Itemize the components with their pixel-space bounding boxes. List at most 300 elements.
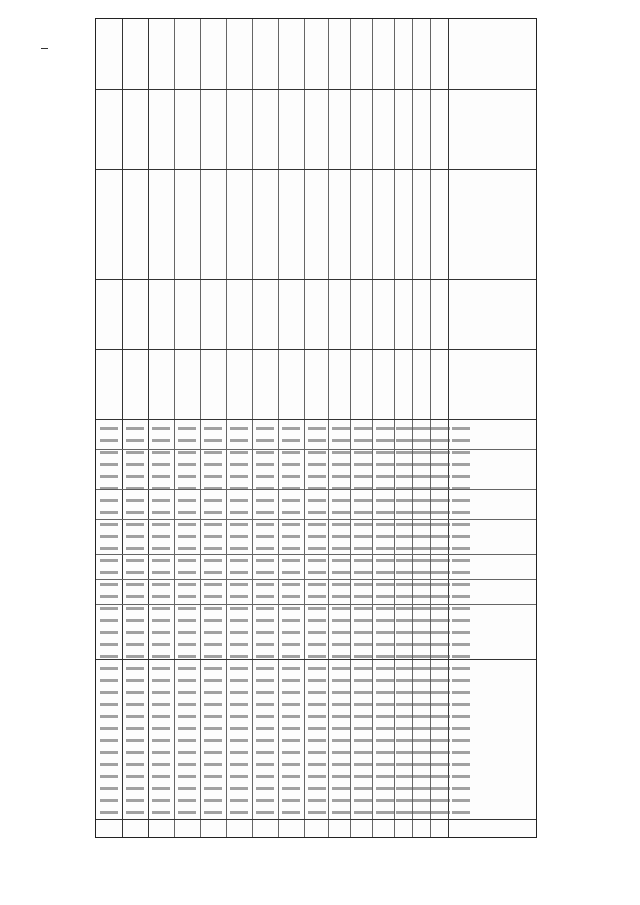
illegible-text-mark (396, 715, 414, 718)
illegible-text-mark (308, 703, 326, 706)
illegible-text-mark (308, 751, 326, 754)
illegible-text-mark (432, 619, 450, 622)
illegible-text-mark (376, 643, 394, 646)
table-col-divider (304, 19, 305, 837)
illegible-text-mark (452, 499, 470, 502)
illegible-text-mark (100, 607, 118, 610)
illegible-text-mark (452, 667, 470, 670)
illegible-text-mark (308, 715, 326, 718)
illegible-text-mark (354, 511, 372, 514)
illegible-text-mark (100, 499, 118, 502)
illegible-text-mark (432, 547, 450, 550)
illegible-text-mark (282, 655, 300, 658)
illegible-text-mark (282, 535, 300, 538)
illegible-text-mark (204, 535, 222, 538)
illegible-text-mark (204, 475, 222, 478)
illegible-text-mark (332, 559, 350, 562)
illegible-text-mark (178, 451, 196, 454)
illegible-text-mark (282, 667, 300, 670)
illegible-text-mark (100, 583, 118, 586)
illegible-text-mark (100, 439, 118, 442)
illegible-text-mark (230, 499, 248, 502)
illegible-text-mark (452, 775, 470, 778)
illegible-text-mark (354, 679, 372, 682)
illegible-text-mark (126, 583, 144, 586)
illegible-text-mark (354, 619, 372, 622)
illegible-text-mark (376, 451, 394, 454)
illegible-text-mark (396, 463, 414, 466)
illegible-text-mark (152, 655, 170, 658)
illegible-text-mark (354, 535, 372, 538)
illegible-text-mark (432, 571, 450, 574)
illegible-text-mark (376, 679, 394, 682)
illegible-text-mark (152, 595, 170, 598)
illegible-text-mark (152, 811, 170, 814)
illegible-text-mark (354, 631, 372, 634)
illegible-text-mark (204, 739, 222, 742)
illegible-text-mark (282, 799, 300, 802)
illegible-text-mark (204, 583, 222, 586)
illegible-text-mark (354, 487, 372, 490)
illegible-text-mark (396, 775, 414, 778)
table-row-divider (96, 279, 536, 280)
illegible-text-mark (396, 451, 414, 454)
illegible-text-mark (452, 691, 470, 694)
illegible-text-mark (230, 487, 248, 490)
illegible-text-mark (282, 691, 300, 694)
illegible-text-mark (100, 763, 118, 766)
illegible-text-mark (452, 427, 470, 430)
illegible-text-mark (332, 523, 350, 526)
illegible-text-mark (230, 739, 248, 742)
illegible-text-mark (308, 643, 326, 646)
illegible-text-mark (230, 607, 248, 610)
illegible-text-mark (396, 427, 414, 430)
illegible-text-mark (332, 703, 350, 706)
illegible-text-mark (152, 763, 170, 766)
illegible-text-mark (152, 523, 170, 526)
illegible-text-mark (282, 559, 300, 562)
illegible-text-mark (126, 667, 144, 670)
illegible-text-mark (396, 799, 414, 802)
illegible-text-mark (414, 463, 432, 466)
illegible-text-mark (396, 739, 414, 742)
illegible-text-mark (126, 427, 144, 430)
illegible-text-mark (414, 811, 432, 814)
illegible-text-mark (282, 679, 300, 682)
illegible-text-mark (126, 643, 144, 646)
illegible-text-mark (178, 763, 196, 766)
illegible-text-mark (178, 667, 196, 670)
illegible-text-mark (308, 691, 326, 694)
illegible-text-mark (126, 475, 144, 478)
illegible-text-mark (396, 583, 414, 586)
illegible-text-mark (282, 739, 300, 742)
illegible-text-mark (178, 787, 196, 790)
illegible-text-mark (204, 595, 222, 598)
illegible-text-mark (282, 607, 300, 610)
illegible-text-mark (204, 547, 222, 550)
illegible-text-mark (308, 463, 326, 466)
illegible-text-mark (396, 667, 414, 670)
illegible-text-mark (332, 775, 350, 778)
illegible-text-mark (376, 751, 394, 754)
illegible-text-mark (308, 727, 326, 730)
illegible-text-mark (152, 703, 170, 706)
illegible-text-mark (308, 655, 326, 658)
illegible-text-mark (152, 643, 170, 646)
illegible-text-mark (178, 643, 196, 646)
illegible-text-mark (152, 511, 170, 514)
illegible-text-mark (452, 643, 470, 646)
illegible-text-mark (100, 571, 118, 574)
illegible-text-mark (376, 715, 394, 718)
illegible-text-mark (396, 691, 414, 694)
illegible-text-mark (354, 787, 372, 790)
illegible-text-mark (256, 679, 274, 682)
illegible-text-mark (414, 703, 432, 706)
illegible-text-mark (376, 655, 394, 658)
illegible-text-mark (100, 679, 118, 682)
illegible-text-mark (282, 499, 300, 502)
illegible-text-mark (282, 727, 300, 730)
illegible-text-mark (230, 703, 248, 706)
illegible-text-mark (204, 619, 222, 622)
illegible-text-mark (126, 751, 144, 754)
table-row-divider (96, 659, 536, 660)
illegible-text-mark (452, 475, 470, 478)
illegible-text-mark (230, 547, 248, 550)
illegible-text-mark (204, 451, 222, 454)
illegible-text-mark (308, 535, 326, 538)
illegible-text-mark (452, 811, 470, 814)
illegible-text-mark (354, 583, 372, 586)
illegible-text-mark (414, 739, 432, 742)
illegible-text-mark (256, 511, 274, 514)
illegible-text-mark (432, 727, 450, 730)
illegible-text-mark (432, 559, 450, 562)
illegible-text-mark (414, 727, 432, 730)
table-col-divider (200, 19, 201, 837)
illegible-text-mark (376, 535, 394, 538)
illegible-text-mark (332, 547, 350, 550)
illegible-text-mark (178, 439, 196, 442)
illegible-text-mark (126, 487, 144, 490)
illegible-text-mark (452, 727, 470, 730)
table-col-divider (252, 19, 253, 837)
illegible-text-mark (452, 715, 470, 718)
illegible-text-mark (452, 463, 470, 466)
illegible-text-mark (452, 631, 470, 634)
illegible-text-mark (204, 787, 222, 790)
illegible-text-mark (452, 559, 470, 562)
illegible-text-mark (282, 487, 300, 490)
illegible-text-mark (432, 475, 450, 478)
illegible-text-mark (126, 499, 144, 502)
illegible-text-mark (178, 751, 196, 754)
illegible-text-mark (152, 475, 170, 478)
illegible-text-mark (376, 631, 394, 634)
illegible-text-mark (178, 583, 196, 586)
illegible-text-mark (332, 655, 350, 658)
illegible-text-mark (452, 679, 470, 682)
illegible-text-mark (100, 631, 118, 634)
illegible-text-mark (282, 523, 300, 526)
illegible-text-mark (452, 523, 470, 526)
illegible-text-mark (376, 739, 394, 742)
illegible-text-mark (256, 751, 274, 754)
illegible-text-mark (204, 523, 222, 526)
illegible-text-mark (308, 559, 326, 562)
illegible-text-mark (100, 511, 118, 514)
illegible-text-mark (256, 763, 274, 766)
illegible-text-mark (152, 499, 170, 502)
illegible-text-mark (230, 463, 248, 466)
illegible-text-mark (354, 799, 372, 802)
illegible-text-mark (178, 523, 196, 526)
illegible-text-mark (376, 691, 394, 694)
illegible-text-mark (432, 523, 450, 526)
illegible-text-mark (126, 739, 144, 742)
illegible-text-mark (308, 583, 326, 586)
illegible-text-mark (230, 595, 248, 598)
illegible-text-mark (308, 499, 326, 502)
table-row-divider (96, 579, 536, 580)
illegible-text-mark (414, 631, 432, 634)
illegible-text-mark (230, 763, 248, 766)
illegible-text-mark (432, 751, 450, 754)
illegible-text-mark (432, 763, 450, 766)
illegible-text-mark (126, 571, 144, 574)
illegible-text-mark (282, 775, 300, 778)
illegible-text-mark (100, 703, 118, 706)
illegible-text-mark (256, 655, 274, 658)
illegible-text-mark (230, 571, 248, 574)
table-row-divider (96, 819, 536, 820)
illegible-text-mark (204, 727, 222, 730)
illegible-text-mark (452, 595, 470, 598)
illegible-text-mark (332, 487, 350, 490)
illegible-text-mark (100, 799, 118, 802)
illegible-text-mark (230, 811, 248, 814)
illegible-text-mark (152, 631, 170, 634)
illegible-text-mark (126, 631, 144, 634)
illegible-text-mark (204, 463, 222, 466)
illegible-text-mark (414, 655, 432, 658)
illegible-text-mark (178, 463, 196, 466)
illegible-text-mark (126, 595, 144, 598)
illegible-text-mark (432, 595, 450, 598)
illegible-text-mark (452, 619, 470, 622)
table-row-divider (96, 554, 536, 555)
illegible-text-mark (414, 691, 432, 694)
illegible-text-mark (126, 775, 144, 778)
illegible-text-mark (178, 571, 196, 574)
illegible-text-mark (204, 655, 222, 658)
illegible-text-mark (396, 787, 414, 790)
illegible-text-mark (126, 799, 144, 802)
illegible-text-mark (376, 619, 394, 622)
illegible-text-mark (230, 511, 248, 514)
illegible-text-mark (432, 775, 450, 778)
illegible-text-mark (414, 451, 432, 454)
illegible-text-mark (152, 439, 170, 442)
illegible-text-mark (230, 475, 248, 478)
illegible-text-mark (452, 511, 470, 514)
illegible-text-mark (432, 427, 450, 430)
illegible-text-mark (126, 439, 144, 442)
illegible-text-mark (230, 619, 248, 622)
illegible-text-mark (152, 535, 170, 538)
table-row-divider (96, 519, 536, 520)
illegible-text-mark (126, 463, 144, 466)
illegible-text-mark (376, 523, 394, 526)
illegible-text-mark (376, 439, 394, 442)
table-col-divider (372, 19, 373, 837)
illegible-text-mark (152, 667, 170, 670)
illegible-text-mark (152, 739, 170, 742)
illegible-text-mark (432, 643, 450, 646)
illegible-text-mark (414, 763, 432, 766)
illegible-text-mark (332, 619, 350, 622)
table-row-divider (96, 604, 536, 605)
illegible-text-mark (204, 679, 222, 682)
illegible-text-mark (100, 811, 118, 814)
illegible-text-mark (376, 583, 394, 586)
illegible-text-mark (432, 787, 450, 790)
illegible-text-mark (230, 691, 248, 694)
illegible-text-mark (332, 451, 350, 454)
illegible-text-mark (100, 715, 118, 718)
table-col-divider (174, 19, 175, 837)
illegible-text-mark (308, 739, 326, 742)
illegible-text-mark (126, 559, 144, 562)
illegible-text-mark (354, 559, 372, 562)
illegible-text-mark (152, 463, 170, 466)
illegible-text-mark (332, 475, 350, 478)
illegible-text-mark (308, 571, 326, 574)
illegible-text-mark (376, 463, 394, 466)
illegible-text-mark (256, 703, 274, 706)
illegible-text-mark (256, 691, 274, 694)
illegible-text-mark (414, 475, 432, 478)
illegible-text-mark (100, 463, 118, 466)
table-row-divider (96, 349, 536, 350)
illegible-text-mark (230, 727, 248, 730)
illegible-text-mark (178, 715, 196, 718)
illegible-text-mark (308, 451, 326, 454)
illegible-text-mark (432, 667, 450, 670)
illegible-text-mark (204, 631, 222, 634)
illegible-text-mark (256, 607, 274, 610)
illegible-text-mark (332, 535, 350, 538)
illegible-text-mark (100, 535, 118, 538)
illegible-text-mark (100, 787, 118, 790)
illegible-text-mark (178, 679, 196, 682)
illegible-text-mark (332, 787, 350, 790)
illegible-text-mark (256, 643, 274, 646)
illegible-text-mark (414, 799, 432, 802)
illegible-text-mark (126, 607, 144, 610)
illegible-text-mark (204, 811, 222, 814)
illegible-text-mark (126, 655, 144, 658)
illegible-text-mark (396, 475, 414, 478)
illegible-text-mark (152, 427, 170, 430)
illegible-text-mark (152, 715, 170, 718)
illegible-text-mark (432, 607, 450, 610)
illegible-text-mark (354, 811, 372, 814)
illegible-text-mark (332, 631, 350, 634)
illegible-text-mark (100, 667, 118, 670)
rotated-data-table (95, 18, 537, 838)
illegible-text-mark (396, 679, 414, 682)
illegible-text-mark (376, 571, 394, 574)
illegible-text-mark (282, 451, 300, 454)
illegible-text-mark (432, 739, 450, 742)
illegible-text-mark (396, 727, 414, 730)
illegible-text-mark (332, 679, 350, 682)
illegible-text-mark (178, 535, 196, 538)
illegible-text-mark (308, 487, 326, 490)
illegible-text-mark (414, 559, 432, 562)
illegible-text-mark (432, 715, 450, 718)
illegible-text-mark (256, 487, 274, 490)
illegible-text-mark (282, 751, 300, 754)
illegible-text-mark (396, 703, 414, 706)
illegible-text-mark (282, 511, 300, 514)
illegible-text-mark (178, 727, 196, 730)
illegible-text-mark (204, 439, 222, 442)
illegible-text-mark (282, 787, 300, 790)
illegible-text-mark (432, 511, 450, 514)
illegible-text-mark (282, 427, 300, 430)
illegible-text-mark (354, 499, 372, 502)
illegible-text-mark (100, 427, 118, 430)
illegible-text-mark (126, 811, 144, 814)
illegible-text-mark (256, 619, 274, 622)
illegible-text-mark (414, 487, 432, 490)
illegible-text-mark (100, 751, 118, 754)
illegible-text-mark (354, 439, 372, 442)
illegible-text-mark (126, 703, 144, 706)
illegible-text-mark (396, 811, 414, 814)
illegible-text-mark (396, 499, 414, 502)
illegible-text-mark (126, 619, 144, 622)
illegible-text-mark (354, 727, 372, 730)
illegible-text-mark (432, 655, 450, 658)
illegible-text-mark (282, 715, 300, 718)
illegible-text-mark (100, 727, 118, 730)
illegible-text-mark (100, 691, 118, 694)
illegible-text-mark (432, 487, 450, 490)
illegible-text-mark (396, 751, 414, 754)
illegible-text-mark (354, 691, 372, 694)
illegible-text-mark (414, 547, 432, 550)
illegible-text-mark (452, 535, 470, 538)
illegible-text-mark (126, 547, 144, 550)
illegible-text-mark (282, 463, 300, 466)
illegible-text-mark (452, 763, 470, 766)
illegible-text-mark (354, 451, 372, 454)
illegible-text-mark (230, 751, 248, 754)
illegible-text-mark (308, 595, 326, 598)
illegible-text-mark (354, 547, 372, 550)
illegible-text-mark (396, 643, 414, 646)
illegible-text-mark (126, 691, 144, 694)
illegible-text-mark (256, 559, 274, 562)
illegible-text-mark (204, 427, 222, 430)
illegible-text-mark (152, 571, 170, 574)
